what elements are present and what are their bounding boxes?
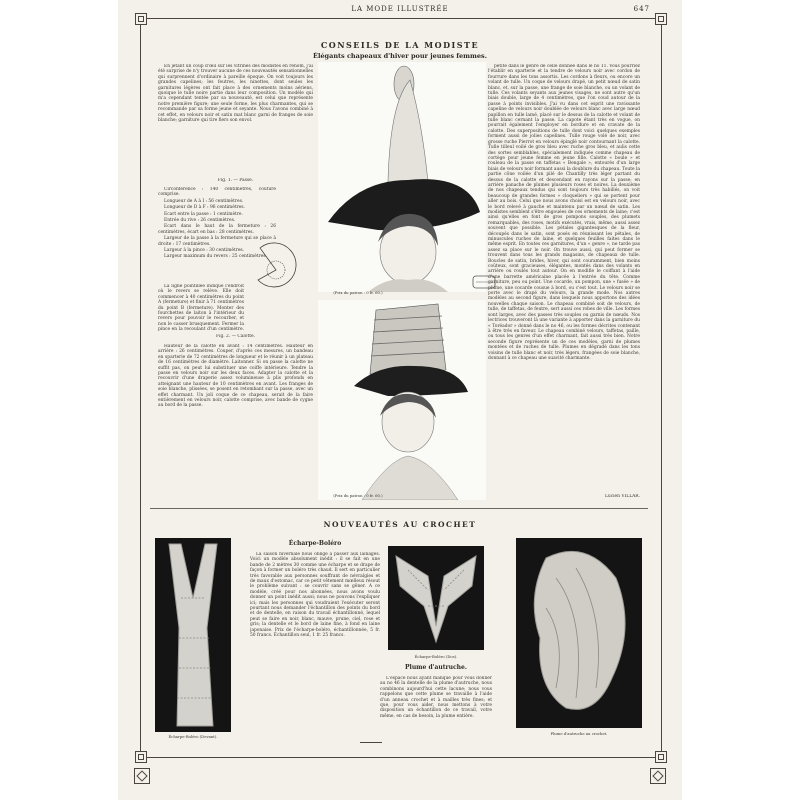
photo-caption: Plume d'autruche au crochet. [550,731,608,736]
pattern-outline [258,243,296,287]
section-title: NOUVEAUTÉS AU CROCHET [323,520,477,529]
section-divider [150,508,648,509]
corner-ornament-icon [655,13,667,25]
subsection-title: Écharpe-Boléro [288,540,342,547]
hat-illustration-2 [318,300,486,500]
column-right [488,64,640,492]
plume-icon [388,80,428,182]
echarpe-text [250,552,380,700]
figure-caption: (Prix du patron : 0 fr. 60.) [333,290,383,295]
body-paragraph: La saison hivernale nous oblige à passer aux lainages. Voici un modèle absolument inédit : il se fait en une bande de 2 mètres 30 comme une écharpe et se drape de façon à former un boléro très chaud. Il sert en particulier très favorable aux personnes souffrant de névralgies et de maux d'estomac, car ce petit vêtement mœlleux résout le problème suivant : se couvrir sans se gêner. A ce modèle, créé pour nos abonnées, nous avons voulu donner un point inédit aussi; nous ne pouvons l'expliquer ici; mais les personnes qui voudraient l'exécuter seront pourtant nous demander l'échantillon des points du bord et de dentelle, en raison du travail échantillonné, lequel peut se faire en noir, blanc, mauve, prune, ciel, rose et gris; la dentelle et le bord de laine fine, à fond en laine japonaise. Prix de l'écharpe-boléro, échantillonnée, 5 fr. 50 francs. Échantillon seul, 1 fr. 25 francs. [250,552,380,639]
body-paragraph: petite dans le genre de celle donnée dans le no 11. Vous pourriez l'établir en sparterie et la tendre de velours noir avec cordon de fourrure dans les tons assortis. Les cordons à fleurs, ou encore un volant de tulle. Un coque de velours drapé, un petit nœud de satin blanc, et, sur la passe, une frange de soie blanche, ou un volant de tulle. Ces volants seyants aux jeunes visages, ne sont autre qu'un biais double, large de 4 centimètres, que l'on coud autour de la passe à points invisibles. J'ai vu dans cet esprit une ravissante capeline de velours noir doublée de velours blanc avec large nœud papillon en tulle lamé, placé sur le dessus de la calotte et volant de tulle blanc cernant la passe. La capote étant très en vogue, on pourrait également l'employer en bordure et en cravate de la calotte. Des superpositions de tulle dont voici quelques exemples forment aussi de jolies capelines. Tulle rouge volé de noir, avec grosse ruche Pierrot en velours épinglé noir contournant la calotte. Tulle tilleul voilé de gros bleu avec ruche gros bleu, et aulis cette des sortes semblables, spécialement indiquée comme chapeau de cortège pour jeune femme en jeune fille. Calotte « boule » et rouleau de la passe en taffetas « Bengale », entourés d'un large biais de velours noir formant aussi la doublure du chapeau. Toute la partie cône voilée d'un pilé de Chantilly très léger partant du dessus de la calotte et descendant en rayons sur la passe; en arrière panache de plumes plusieurs roses et noires. La deuxième de nos chapeaux tendus qui sont toujours très habillés, on voit beaucoup de grandes formes « cloqueliers » qui se portent pour aller au bois. Celui que nous avons choisi est en velours noir, avec le bord relevé à gauche et maintenu par un nœud de satin. Les modistes semblent s'être engouées de ces ornements de laine; c'est ainsi qu'elles en font de gros pompons souples, des plumets remarquables, des roses, motifs exécutés, vrais, même, aussi assez souvent que possible. Les pétales gigantesques de la fleur, découpés dans le satin, sont posés en réunissant les pétales, de minuscules ruches de laine, et quelques feuilles faites dans le même esprit. En toutes ces garnitures, d'un « genre », ne tarde pas assez sa place sur le noir. On trouve aussi, qui peut former se trouvent dans tous les grands magasins, de chapeaux de tulle. Boucles de satin, brides, hiver, qui sont couramment, bien moins coûteux, sont gracieuses, élégantes, montés dans des volants en arrière ou roulés tout autour. On en modifie le coiffant à l'aide d'une barrette américaine placée à l'entrée du tête. Comme garniture, peu ou point. Une cocarde, un pompon, une « fusée » de plume, une cocarde cousue à bord, ou c'est tout. Le velours noir se porte avec le drapé du velours, la grande mode. Nos autres modèles au second figure, dans lesquels nous apportons des idées nouvelles chaque saison. Le chapeau combiné soit de velours, de tulle, de taffetas, de feutre, sert aussi ces robes de ville. Les formes sont larges, avec des passes très souples ou garnis de nœuds. Nos lectrices trouveront là une variante à apporter dans la garniture du « Toréador » donné dans le no 46, ou les formes décrites contenant à être très en faveur. Le chapeau combiné velours, taffetas, paille, ou tous les genres d'un effet charmant, fait aussi très bien. Notre seconde figure représente un de ces modèles, garni de plumes montées et de ruches de tulle. Plumes en dégradé dans les tons voisins de tulle blanc et noir, très légers, frangées de soie blanche, donnant à ce chapeau une suavité charmante. [488,64,640,361]
body-paragraph: Hauteur de la calotte en avant : 14 centimètres. Hauteur en arrière : 26 centimètres. Couper, d'après ces mesures, un bandeau en sparterie de 72 centimètres de longueur et le réunir à un plateau de 16 centimètres de diamètre. Laitonner. Si on passe la calotte ne suffit pas, on peut lui substituer une coiffe intérieure. Tendre la passe en velours noir sur les deux faces. Adapter la calotte et la recouvrir d'une draperie assez volumineuse à plis profonds en atteignant une hauteur de 10 centimètres en avant. Les franges de soie blanche, plissées, se posent en retombant sur la passe, avec un effet charmant. Un joli coque de ce chapeau, serait de la faire entièrement en velours noir, calotte comprise, avec bande de cygne au bord de la passe. [158,344,313,409]
footer-rule [360,742,382,743]
hat-ruche [370,304,446,374]
signature-box [558,494,640,502]
fig1-note-text: La ligne pointillée indique l'endroit où le revers se relève. Elle doit commencer à 40 centimètres du point A (fermeture) et finir à 71 centimètres du point B (fermeture). Monter des fourchettes de laiton à l'intérieur du revers pour pouvoir le recourber, et non le casser brusquement. Fermer la pince en la recoulant d'un centimètre. [158,284,244,332]
fig1-label: Fig. 1. — Passe. [217,178,254,183]
spec-line: Largeur de la passe à la fermeture qui se place à droite : 17 centimètres. [158,236,276,247]
column-left-body [158,344,313,502]
photo-caption: Écharpe-Boléro (Devant). [168,734,218,739]
spec-line: Longueur de D à F : 96 centimètres. [164,205,245,211]
corner-ornament-icon [655,751,667,763]
intro-paragraph: En jetant un coup d'œil sur les vitrines des modistes en renom, j'ai été surprise de n'y trouver aucune de ces nouveautés sensationnelles qui surprennent d'ordinaire à pareille époque. On voit toujours les grandes capelines; les feutres, les ninettes, dont seules les garnitures légères ont fait place à des ornements moins aériens, quoique le tulle noire partie dans leur composition. Un modèle qui m'a cependant tentée par sa nouveauté, est celui que représente notre première figure; une seule forme, les plus charmantes, qui se recommande par sa forme jeune et seyante. Nous l'avons combiné à cet effet, en velours noir et satin mat blanc garni de franges de soie blanche; garniture qui tire fiers son envol. [158,64,313,124]
magazine-title: LA MODE ILLUSTRÉE [351,5,449,13]
corner-ornament-icon [135,13,147,25]
crochet-scarf-image [155,538,231,732]
article-title: CONSEILS DE LA MODISTE [320,40,480,50]
signature: Lucien VILLAR. [604,494,640,499]
corner-ornament-icon [135,751,147,763]
spec-line: Circonférence : 140 centimètres, couture comprise. [158,187,276,198]
fig2-label-box [158,334,313,342]
column-left-intro [158,64,313,176]
running-header [118,2,682,18]
crochet-scarf-image [388,546,484,650]
photo-caption: Écharpe-Boléro (Dos). [414,654,458,659]
plume-text [380,676,492,738]
spec-line: Largeur maximum du revers : 25 centimètres. [164,254,267,260]
spec-line: Ecart entre la passe : 1 centimètre. [164,211,243,217]
fig1-label-box [158,178,313,186]
fig1-note [158,284,244,332]
photo-echarpe-back [388,546,484,650]
body-paragraph: L'espace nous ayant manqué pour vous donner au no 46 la dentelle de la plume d'autruche, nous combinons aujourd'hui cette lacune; nous vous rappelons que cette plume se travaille à l'aide d'un anneau crochet et à mailles très fines; et que, pour vous aider, nous mettons à votre disposition un échantillon de ce travail, votre même, en cas de besoin, la plume entière. [380,676,492,719]
publisher-mark-icon [650,768,666,784]
spec-line: Entrée du rive : 26 centimètres. [164,218,236,224]
fig2-label: Fig. 2. — Calotte. [216,334,255,339]
spec-line: Largeur à la pince : 30 centimètres. [164,248,245,254]
subsection-title: Plume d'autruche. [405,664,467,671]
page-number: 647 [633,5,650,13]
figure-caption: (Prix du patron : 0 fr. 60.) [333,493,383,498]
spec-line: Longueur de A à I : 56 centimètres. [164,198,244,204]
magazine-page [118,0,682,800]
pattern-detail-icon [470,272,500,292]
photo-echarpe-front [155,538,231,732]
spec-line: Ecart dans le haut de la fermeture : 26 centimètres, écart en bas : 28 centimètres. [158,224,276,235]
photo-plume [516,538,642,728]
publisher-mark-icon [134,768,150,784]
article-subtitle: Élégants chapeaux d'hiver pour jeunes femmes. [313,52,487,60]
hat-illustration-1 [318,62,486,292]
pattern-diagram-passe [250,240,302,300]
ostrich-plume-image [516,538,642,728]
